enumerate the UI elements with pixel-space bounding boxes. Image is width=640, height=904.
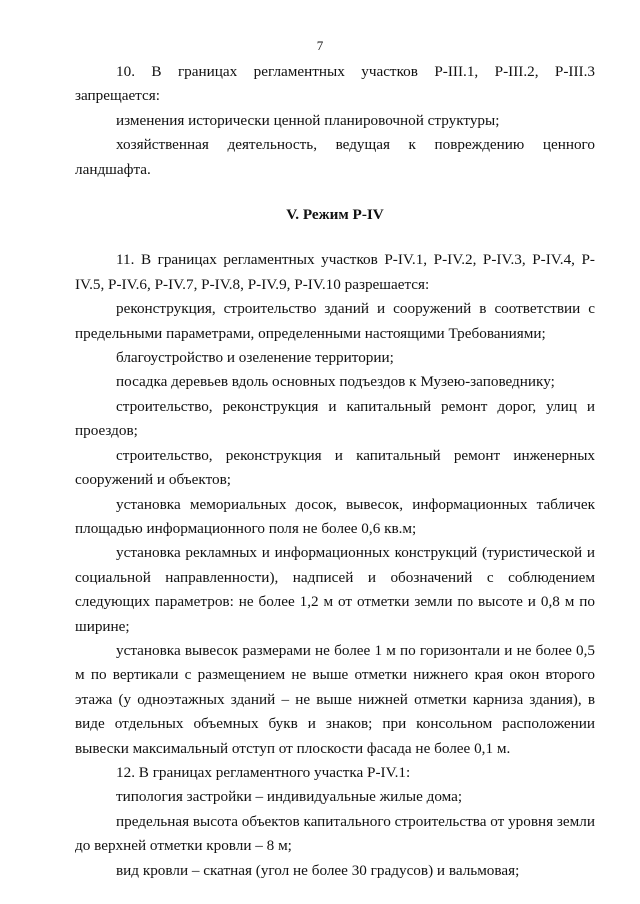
paragraph: 10. В границах регламентных участков Р-III.1, Р-III.2, Р-III.3 запрещается: (75, 63, 595, 105)
paragraph: посадка деревьев вдоль основных подъездов к Музею-заповеднику; (116, 373, 555, 391)
paragraph: типология застройки – индивидуальные жилые дома; (116, 788, 463, 806)
paragraph: вид кровли – скатная (угол не более 30 градусов) и вальмовая; (116, 861, 520, 879)
paragraph: реконструкция, строительство зданий и сооружений в соответствии с предельными параметрами, определенными настоящими Требованиями; (75, 300, 595, 342)
page-number: 7 (316, 38, 324, 53)
paragraph: 12. В границах регламентного участка Р-IV.1: (116, 763, 411, 781)
paragraph: строительство, реконструкция и капитальный ремонт инженерных сооружений и объектов; (75, 446, 595, 489)
paragraph: 11. В границах регламентных участков Р-IV.1, Р-IV.2, Р-IV.3, Р-IV.4, Р-IV.5, Р-IV.6, Р-IV.7, Р-IV.8, Р-IV.9, Р-IV.10 разрешается: (75, 251, 595, 293)
section-title: V. Режим Р-IV (286, 206, 384, 224)
paragraph: предельная высота объектов капитального строительства от уровня земли до верхней отметки кровли – 8 м; (75, 812, 595, 855)
paragraph: хозяйственная деятельность, ведущая к повреждению ценного ландшафта. (75, 136, 595, 178)
paragraph: установка вывесок размерами не более 1 м по горизонтали и не более 0,5 м по вертикали с размещением не выше отметки нижнего края окон второго этажа (у одноэтажных зданий – не выше нижней отметки карниза здания), в виде отдельных объемных букв и знаков; при консольном расположении вывески максимальный отступ от плоскости фасада не более 0,1 м. (75, 641, 595, 757)
paragraph: благоустройство и озеленение территории; (116, 349, 394, 367)
paragraph: строительство, реконструкция и капитальный ремонт дорог, улиц и проездов; (75, 397, 595, 440)
paragraph: изменения исторически ценной планировочной структуры; (116, 111, 500, 129)
document-body (75, 60, 595, 883)
paragraph: установка рекламных и информационных конструкций (туристической и социальной направленности), надписей и обозначений с соблюдением следующих параметров: не более 1,2 м от отметки земли по высоте и 0,8 м по ширине; (75, 544, 595, 635)
paragraph: установка мемориальных досок, вывесок, информационных табличек площадью информационного поля не более 0,6 кв.м; (75, 495, 595, 537)
